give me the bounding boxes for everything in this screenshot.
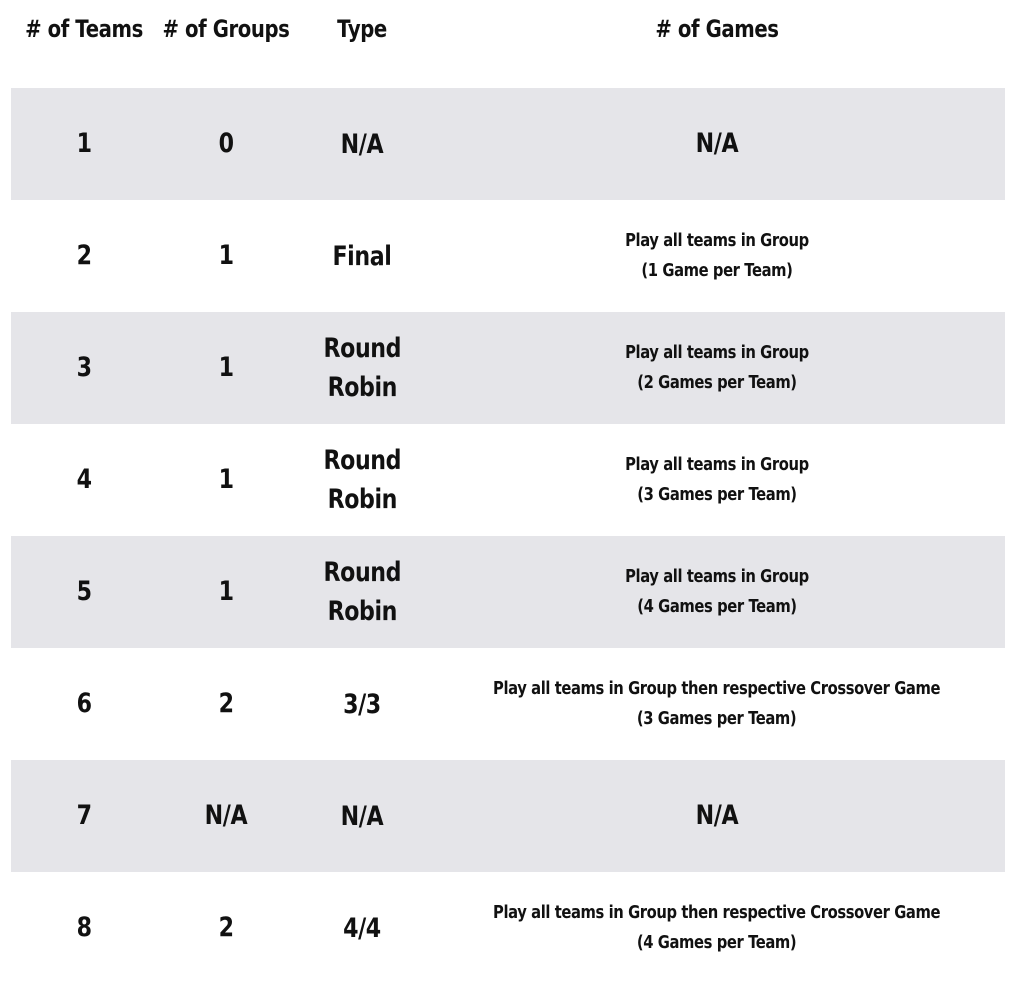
- cell-teams: 3: [76, 352, 92, 383]
- header-games: # of Games: [655, 15, 779, 43]
- table-row: [11, 312, 1005, 424]
- cell-groups: 2: [218, 912, 234, 943]
- cell-teams: 7: [76, 800, 92, 831]
- cell-type: 4/4: [343, 912, 381, 944]
- table-row: [11, 88, 1005, 200]
- cell-games: Play all teams in Group then respective Crossover Game (3 Games per Team): [493, 678, 941, 729]
- cell-games: Play all teams in Group (3 Games per Team): [625, 454, 809, 505]
- team-format-table: [11, 0, 1005, 984]
- table-row: [11, 872, 1005, 984]
- table-row: [11, 648, 1005, 760]
- header-gap: [11, 58, 1005, 88]
- cell-teams: 8: [76, 912, 92, 943]
- header-teams: # of Teams: [25, 15, 143, 43]
- cell-games: Play all teams in Group (2 Games per Team): [625, 342, 809, 393]
- cell-groups: 1: [218, 576, 234, 607]
- cell-type: Round Robin: [323, 557, 401, 627]
- cell-type: N/A: [340, 800, 384, 832]
- header-type: Type: [337, 15, 387, 43]
- cell-groups: 1: [218, 240, 234, 271]
- cell-type: Round Robin: [323, 445, 401, 515]
- cell-teams: 5: [76, 576, 92, 607]
- table-row: [11, 760, 1005, 872]
- cell-games: Play all teams in Group (1 Game per Team): [625, 230, 809, 281]
- cell-games: N/A: [695, 800, 739, 831]
- cell-groups: 1: [218, 352, 234, 383]
- cell-groups: 1: [218, 464, 234, 495]
- cell-type: Final: [332, 240, 392, 272]
- table-row: [11, 424, 1005, 536]
- cell-groups: 2: [218, 688, 234, 719]
- cell-groups: N/A: [204, 800, 248, 831]
- cell-type: Round Robin: [323, 333, 401, 403]
- cell-teams: 6: [76, 688, 92, 719]
- cell-games: Play all teams in Group (4 Games per Team): [625, 566, 809, 617]
- cell-teams: 2: [76, 240, 92, 271]
- cell-type: 3/3: [343, 688, 381, 720]
- cell-teams: 1: [76, 128, 92, 159]
- cell-type: N/A: [340, 128, 384, 160]
- header-groups: # of Groups: [162, 15, 290, 43]
- cell-groups: 0: [218, 128, 234, 159]
- cell-games: Play all teams in Group then respective Crossover Game (4 Games per Team): [493, 902, 941, 953]
- cell-teams: 4: [76, 464, 92, 495]
- table-row: [11, 200, 1005, 312]
- table-header-row: [11, 0, 1005, 58]
- cell-games: N/A: [695, 128, 739, 159]
- table-row: [11, 536, 1005, 648]
